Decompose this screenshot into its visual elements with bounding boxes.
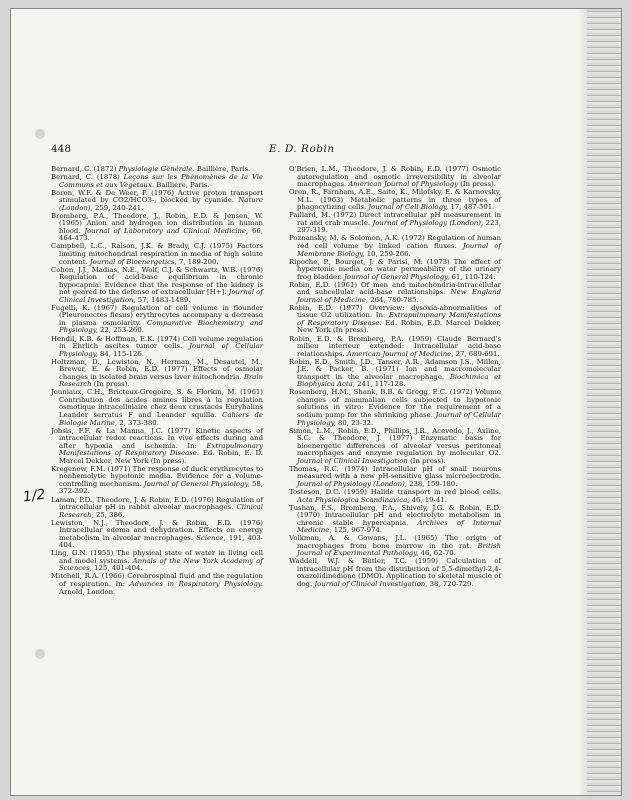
reference-title: Contribution des acides amines libres à la regulation osmotique intracellulaire chez deux crustacés Euryhalins Leander serratus F and Leander squilla. [59,395,263,419]
reference-entry [289,259,501,282]
reference-entry [289,235,501,258]
reference-details: 57, 1483-1489. [137,295,191,304]
reference-journal: American Journal of Physiology [348,180,458,189]
reference-details: 223, 297-319. [297,218,501,235]
reference-details: 259, 240-241. [94,203,144,212]
reference-title: Claude Bernard's milieu interieur extended: Intracellular acid-base relationships. [297,334,501,358]
reference-entry [51,336,263,359]
page-number: 448 [51,143,72,155]
reference-details: 27, 689-691. [455,349,500,358]
reference-authors: Paillard, M. (1972) [289,211,357,220]
reference-authors: Volkman, A. & Gowans, J.L. (1965) [289,534,438,543]
reference-journal: Nature (London), [59,196,263,212]
reference-entry [289,428,501,466]
reference-journal: Clinical Research, [59,503,263,519]
reference-journal: Journal of Clinical Investigation [297,456,408,465]
reference-entry [51,573,263,596]
reference-authors: Kregenow, F.M. (1971) [51,464,131,473]
reference-entry [51,466,263,496]
reference-authors: Laman, P.D., Theodore, J. & Robin, E.D. (1976) [51,495,214,504]
reference-entry [51,497,263,520]
reference-journal: American Journal of Medicine, [346,349,454,358]
reference-authors: Jeuniaux, C.H., Bricteux-Gregoire, S. & Florkin, M. (1961) [51,388,263,397]
reference-journal: New England Journal of Medicine, [297,288,501,304]
reference-details: 125, 967-974. [333,526,383,535]
reference-details: Arnold, London. [59,587,116,596]
reference-entry [51,243,263,266]
reference-title: Regulation of intracellular pH in rabbit alveolar macrophages. [59,495,263,512]
reference-journal: Journal of Clinical Investigation, [314,580,428,589]
reference-authors: Ling, G.N. (1955) [51,549,114,558]
reference-title: Intracellular pH of snail neurons measured with a new pH-sensitive glass microelectrode. [297,464,501,481]
photocopy-edge [587,9,621,795]
reference-entry [51,520,263,550]
reference-details: 10, 259-266. [366,249,411,258]
reference-journal: Journal of Physiology (London), [297,479,407,488]
reference-entry [289,505,501,535]
reference-details: 46, 62-70. [420,549,456,558]
reference-title: Cell volume regulation in Ehrlich ascites tumor cells. [59,334,263,351]
reference-entry [289,166,501,189]
reference-title: Kinetic aspects of intracellular redox reactions. In vivo effects during and after hypoxia and ischemia. In: [59,426,263,450]
reference-journal: Journal of Laboratory and Clinical Medicine, [84,226,249,235]
reference-entry [51,389,263,427]
reference-authors: O'Brien, L.M., Theodore, J. & Robin, E.D. (1977) [289,165,469,173]
reference-authors: Bernard, C. (1872) [51,165,117,173]
reference-details: 25, 386. [95,510,125,519]
reference-authors: Lewiston, N.J., Theodore, J. & Robin, E.D. (1976) [51,518,263,527]
reference-title: Anion and hydrogen ion distribution in human blood. [59,219,263,235]
reference-journal: Journal of General Physiology, [344,272,450,281]
reference-entry [289,535,501,558]
reference-journal: Annals of the New York Academy of Sciences, [59,556,263,573]
reference-authors: Waddell, W.J. & Butler, T.C. (1959) [289,557,439,566]
reference-details: (In press). [410,456,446,465]
reference-title: Regulation of human red cell volume by linked cation fluxes. [297,234,502,250]
reference-title: The effect of hypertonic media on water permeability of the urinary frog bladder. [297,257,501,281]
reference-title: Ion and macromolecular transport in the alveolar macrophage. [297,365,501,381]
reference-journal: British Journal of Experimental Pathology, [297,541,501,558]
reference-details: 125, 401-404. [94,564,143,573]
reference-details: 38, 720-729. [429,580,474,589]
reference-details: 17, 487-501. [450,203,495,212]
reference-details: 7, 189-200. [178,257,219,266]
reference-details: 66, 464-473. [59,226,263,243]
reference-entry [289,189,501,212]
reference-authors: Robin, E.D. (1977) [289,303,363,312]
reference-details: Baillière, Paris. [156,180,210,189]
reference-title: Regulation of acid-base equilibrium in chronic hypocapnia: Evidence that the response of the kidney is not geared to the defense of extracellular [H+]. [59,273,263,297]
reference-details: 58, 372-392. [59,479,263,496]
page-sheet [10,8,622,796]
reference-title: Effects of osmolar changes in isolated brain versus liver mitochondria. [59,365,263,381]
reference-title: Active proton transport stimulated by CO2/HCO3-, blocked by cyanide. [59,188,263,205]
references-right-column [289,166,501,589]
reference-details: 191, 403-404. [59,533,263,550]
reference-entry [289,558,501,588]
reference-authors: Holtzman, D., Lewiston, N., Herman, M., Desautel, M., Brewer, E. & Robin, E.D. (1977) [51,357,263,374]
reference-title: The origin of macrophages from bone marrow in the rat. [297,534,501,550]
reference-journal: Journal of Clinical Investigation, [59,288,263,304]
reference-authors: Robin, E.D. & Bromberg, P.A. (1959) [289,334,432,343]
reference-title: Cerebrospinal fluid and the regulation of respiration. In: [59,572,263,589]
reference-journal: Cahiers de Biologie Marine, [59,411,263,427]
reference-journal: Extrapulmonary Manifestations of Respiratory Disease. [59,441,263,458]
reference-entry [51,305,263,335]
running-header [51,143,521,157]
reference-entry [289,282,501,305]
reference-journal: Leçons sur les Phénomènes de la Vie Communs et aux Vegetaux. [59,173,263,189]
reference-journal: Journal of Cellular Physiology, [297,411,501,427]
reference-journal: Extrapulmonary Manifestations of Respiratory Disease. [297,311,501,327]
reference-entry [289,305,501,335]
reference-details: (In press). [460,180,496,189]
reference-authors: Oren, R., Farnham, A.E., Saito, K., Milofsky, E. & Karnovsky, M.L. (1963) [289,188,501,204]
reference-journal: Brain Research [59,372,263,389]
reference-authors: Campbell, L.C., Raison, J.K. & Brady, C.J. (1975) [51,242,233,251]
punch-hole [35,649,45,659]
reference-title: The physical state of water in living cell and model systems. [59,549,263,565]
reference-details: 264, 780-785. [370,295,419,304]
reference-entry [51,267,263,305]
reference-title: Volume changes of mammalian cells subjected to hypotonic solutions in vitro: Evidence for the requirement of a sodium pump for the shrinking phase. [297,388,501,419]
reference-journal: Journal of Cellular Physiology, [59,342,263,358]
reference-authors: Boron, W.F. & De Weer, P. (1976) [51,188,175,197]
reference-entry [289,389,501,427]
reference-journal: Biochimica et Biophysica Acta, [297,372,501,389]
reference-details: 22, 253-260. [100,326,144,335]
reference-authors: Robin, E.D. (1961) [289,280,358,289]
reference-authors: Cohen, J.J., Madias, N.E., Wolf, C.J. & Schwartz, W.B. (1976) [51,265,263,274]
reference-details: Baillière, Paris. [196,165,251,173]
reference-authors: Bernard, C. (1878) [51,173,120,182]
reference-title: Intracellular edema and dehydration. Effects on energy metabolism in alveolar macrophages. [59,526,263,542]
reference-entry [51,190,263,213]
reference-entry [51,550,263,573]
reference-authors: Robin, E.D., Smith, J.D., Tanser, A.R., Adamson J.S., Millen, J.E. & Packer, B. (1971) [289,357,501,374]
references-left-column [51,166,263,597]
running-head-author: E. D. Robin [269,143,335,155]
reference-authors: Mitchell, R.A. (1966) [51,572,125,581]
reference-entry [289,466,501,489]
reference-entry [51,174,263,189]
reference-details: (In press). [93,380,130,389]
reference-journal: Acta Physiologica Scandinavica, [297,495,410,504]
reference-title: Halide transport in red blood cells. [370,487,501,496]
reference-details: 2, 373-380. [119,418,159,427]
reference-authors: Tushan, F.S., Bromberg, P.A., Shively, J.G. & Robin, E.D. (1970) [289,503,501,520]
reference-title: Osmotic autoregulation and osmotic irreversibility in alveolar macrophages. [297,165,501,189]
reference-details: Ed. Robin, E.D. Marcel Dekker, New York (In press). [297,318,501,335]
reference-journal: Advances in Respiratory Physiology. [129,580,263,589]
reference-title: Direct intracellular pH measurement in rat and crab muscle. [297,211,502,227]
reference-title: Metabolic patterns in three types of phagocytizing cells. [297,195,501,212]
reference-details: 61, 110-124. [451,272,496,281]
reference-authors: Simon, L.M., Robin, E.D., Phillips, J.R., Acevedo, J., Axline, S.C. & Theodore, J. (1977) [289,426,501,443]
reference-journal: Journal of Cell Biology, [368,203,449,212]
reference-details: 241, 117-128. [357,380,406,389]
reference-authors: Jobsis, F.F. & La Manna, J.C. (1977) [51,426,191,435]
reference-details: 46, 19-41. [411,495,447,504]
reference-journal: Physiologie Générale. [118,165,195,173]
reference-authors: Poznansky, M. & Solomon, A.K. (1972) [289,234,425,243]
reference-authors: Bromberg, P.A., Theodore, J., Robin, E.D. & Jensen, W. (1965) [51,211,263,228]
reference-title: Regulation of cell volume in flounder (Pleuronectes flesus) erythrocytes accompany a decrease in plasma osmolarity. [59,303,263,327]
reference-title: The response of duck erythrocytes to nonhemolytic hypotonic media. Evidence for a volume-controlling mechanism. [59,464,263,488]
reference-entry [289,336,501,359]
reference-entry [51,428,263,466]
reference-title: Of men and mitochondria-intracellular and subcellular acid-base relationships. [297,280,501,297]
reference-journal: Comparative Biochemistry and Physiology, [59,318,263,335]
reference-journal: Archives of Internal Medicine, [297,518,501,535]
reference-authors: Thomas, R.C. (1974) [289,464,368,473]
reference-entry [289,359,501,389]
reference-authors: Tosteson, D.C. (1959) [289,487,367,496]
reference-details: 84, 115-126. [100,349,144,358]
reference-journal: Journal of General Physiology, [143,479,250,488]
reference-details: Ed. Robin, E. D. Marcel Dekker, New York (In press). [59,449,263,465]
reference-journal: Journal of Bioenergetics, [89,257,177,266]
reference-journal: Journal of Physiology (London), [372,218,484,227]
punch-hole [35,129,45,139]
reference-entry [289,489,501,504]
reference-title: Calculation of intracellular pH from the distribution of 5,5-dimethyl-2,4-oxazolidinedione (DMO). Application to skeletal muscle of dog. [297,557,501,589]
reference-journal: Journal of Membrane Biology, [297,241,501,258]
reference-authors: Ripoche, P., Bourget, J. & Parisi, M. (1973) [289,257,450,266]
reference-details: 80, 23-32. [338,418,374,427]
reference-details: 238, 159-180. [409,479,458,488]
reference-authors: Rosenberg, H.M., Shank, B.B. & Gregg, E.C. (1972) [289,388,473,397]
reference-entry [51,213,263,243]
handwritten-margin-mark: 1/2 [21,486,47,506]
reference-title: Overview: dysoxia-abnormalities of tissue O2 utilization. In: [297,303,501,320]
reference-journal: Science, [196,533,226,542]
reference-entry [51,359,263,389]
reference-title: Factors limiting mitochondrial respiration in media of high solute content. [59,242,263,266]
reference-entry [289,212,501,235]
reference-title: Intracellular pH and electrolyte metabolism in chronic stable hypercapnia. [297,511,501,527]
reference-title: Enzymatic basis for bioenergetic differences of alveolar versus peritoneal macrophages and enzyme regulation by molecular O2. [297,434,501,458]
reference-authors: Hendil, K.B. & Hoffman, E.K. (1974) [51,334,181,343]
reference-authors: Fugelli, K. (1967) [51,303,117,312]
photocopy-shadow [577,9,587,795]
